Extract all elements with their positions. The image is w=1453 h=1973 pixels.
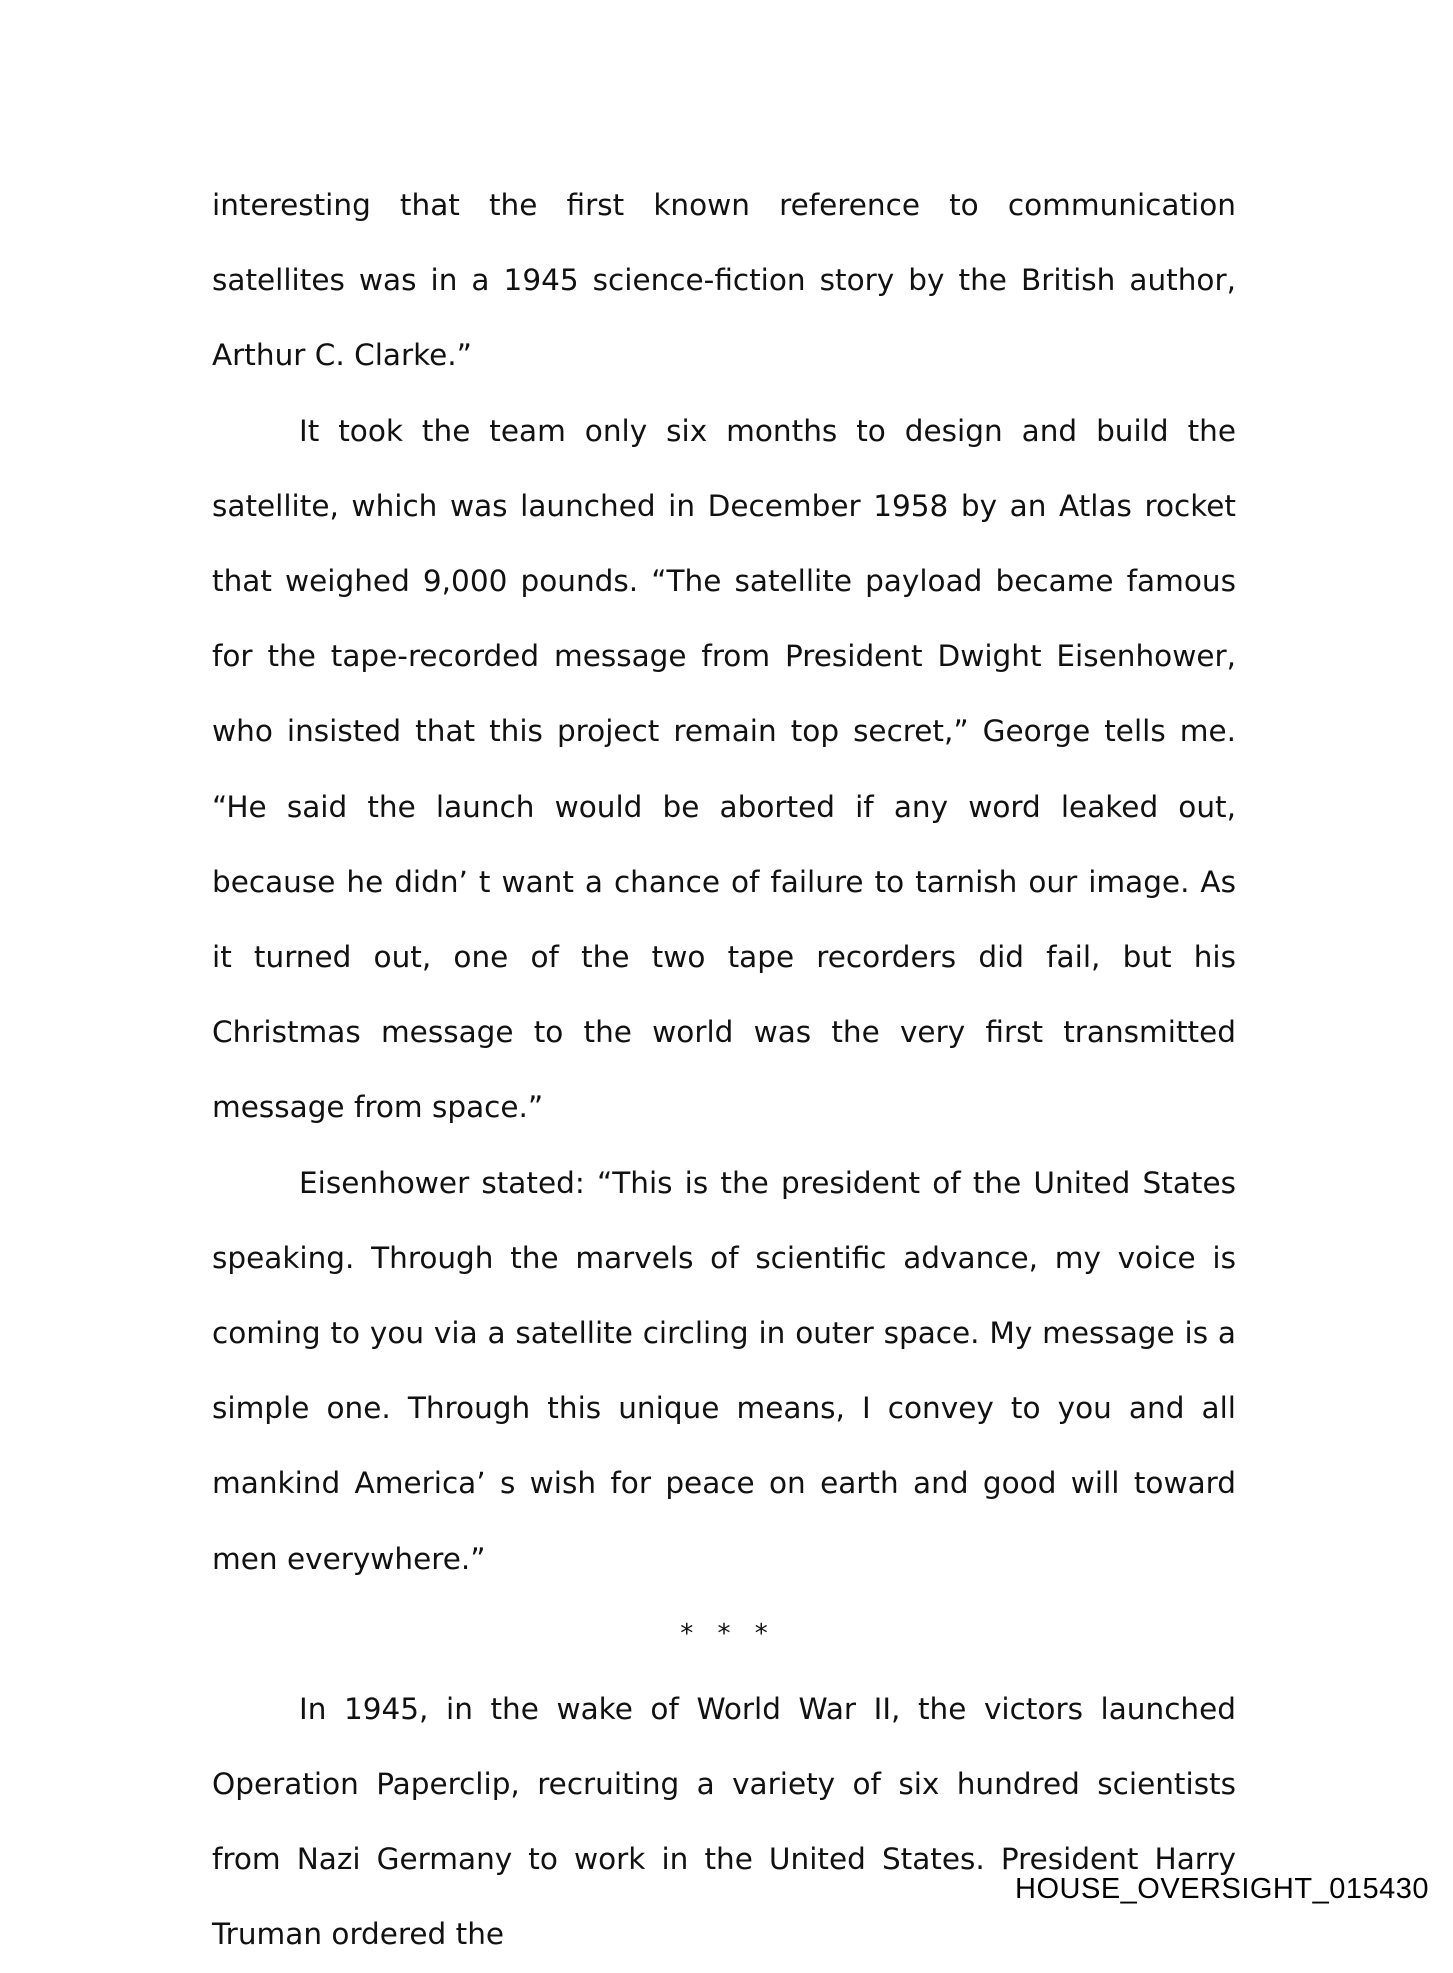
paragraph-satellite-launch: It took the team only six months to design and build the satellite, which was launched in December 1958 by an Atlas rocket that weighed 9,000 pounds. “The satellite payload became famous for the tape-recorded message from President Dwight Eisenhower, who insisted that this project remain top secret,” George tells me. “He said the launch would be aborted if any word leaked out, because he didn’ t want a chance of failure to tarnish our image. As it turned out, one of the two tape recorders did fail, but his Christmas message to the world was the very first transmitted message from space.” [212, 413, 1236, 1125]
body-text [212, 168, 1236, 1973]
separator-asterisk: * [754, 1618, 768, 1649]
paragraph-continuation: interesting that the first known reference to communication satellites was in a 1945 science-fiction story by the British author, Arthur C. Clarke.” [212, 188, 1236, 373]
paragraph-operation-paperclip: In 1945, in the wake of World War II, the victors launched Operation Paperclip, recruiting a variety of six hundred scientists from Nazi Germany to work in the United States. President Harry Truman ordered the [212, 1691, 1236, 1952]
separator-asterisk: * [717, 1618, 731, 1649]
bates-stamp: HOUSE_OVERSIGHT_015430 [1015, 1873, 1429, 1905]
paragraph-eisenhower-quote: Eisenhower stated: “This is the president of the United States speaking. Through the marvels of scientific advance, my voice is coming to you via a satellite circling in outer space. My message is a simple one. Through this unique means, I convey to you and all mankind America’ s wish for peace on earth and good will toward men everywhere.” [212, 1165, 1236, 1576]
section-separator [212, 1597, 1236, 1672]
separator-asterisk: * [680, 1618, 694, 1649]
